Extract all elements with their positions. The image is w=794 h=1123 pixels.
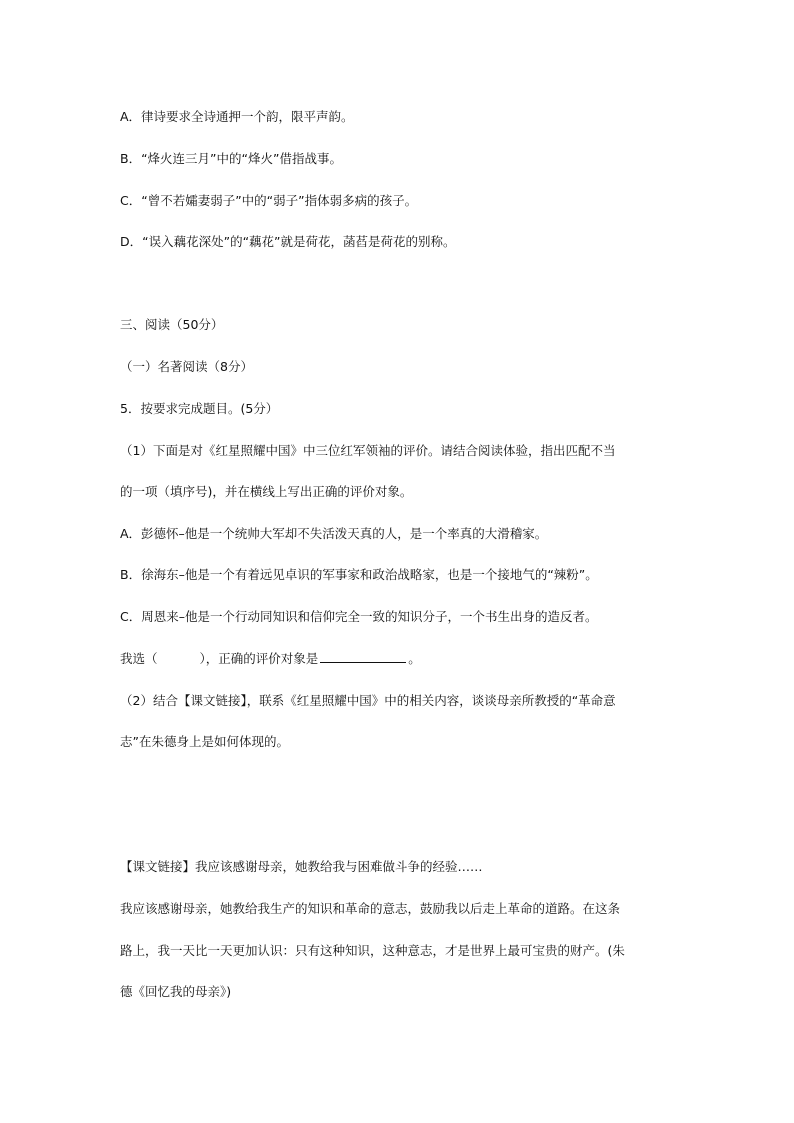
- subsection-title: （一）名著阅读（8分）: [120, 359, 253, 374]
- answer-line: [120, 650, 680, 668]
- q5-part2-line2: 志”在朱德身上是如何体现的。: [120, 734, 289, 749]
- section-title: 三、阅读（50分）: [120, 317, 224, 332]
- answer-mid: ），正确的评价对象是: [199, 651, 319, 666]
- q5-option-b: B．徐海东–他是一个有着远见卓识的军事家和政治战略家，也是一个接地气的“辣粉”。: [120, 567, 598, 582]
- q5-part1-line2: 的一项（填序号)，并在横线上写出正确的评价对象。: [120, 484, 413, 499]
- option-d: D．“误入藕花深处”的“藕花”就是荷花，菡萏是荷花的别称。: [120, 234, 456, 249]
- evaluation-target-blank[interactable]: [320, 650, 406, 663]
- answer-suffix: 。: [408, 651, 421, 666]
- q5-part1-line1: （1）下面是对《红星照耀中国》中三位红军领袖的评价。请结合阅读体验，指出匹配不当: [120, 443, 616, 458]
- link-title: 【课文链接】我应该感谢母亲，她教给我与困难做斗争的经验……: [120, 859, 483, 874]
- link-paragraph-line2: 路上，我一天比一天更加认识：只有这种知识，这种意志，才是世界上最可宝贵的财产。(朱: [120, 943, 625, 958]
- q5-option-a: A．彭德怀–他是一个统帅大军却不失活泼天真的人，是一个率真的大滑稽家。: [120, 526, 548, 541]
- q5-part2-line1: （2）结合【课文链接】，联系《红星照耀中国》中的相关内容，谈谈母亲所教授的“革命意: [120, 693, 616, 708]
- link-paragraph-line1: 我应该感谢母亲，她教给我生产的知识和革命的意志，鼓励我以后走上革命的道路。在这条: [120, 901, 621, 916]
- question-5-stem: 5．按要求完成题目。(5分）: [120, 401, 279, 416]
- q5-option-c: C．周恩来–他是一个行动同知识和信仰完全一致的知识分子，一个书生出身的造反者。: [120, 609, 598, 624]
- answer-prefix: 我选（: [120, 651, 158, 666]
- link-paragraph-line3: 德《回忆我的母亲》): [120, 984, 232, 999]
- option-b: B．“烽火连三月”中的“烽火”借指战事。: [120, 151, 342, 166]
- option-c: C．“曾不若孀妻弱子”中的“弱子”指体弱多病的孩子。: [120, 193, 418, 208]
- option-a: A．律诗要求全诗通押一个韵，限平声韵。: [120, 109, 354, 124]
